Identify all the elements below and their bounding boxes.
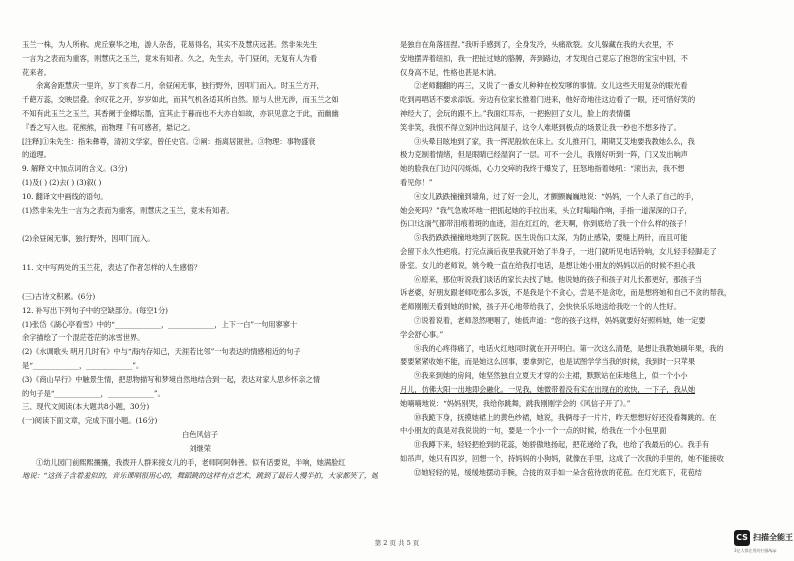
text-line: 12. 补写出下列句子中的空缺部分。(每空1分)	[22, 305, 168, 315]
text-line: (一)阅读下面文章，完成下面小题。(16分)	[22, 416, 158, 426]
text-line: 老师刚刚天看到她的时候，孩子开心地带给我了，会快快乐乐地送给我吃一个的人性好。	[400, 302, 681, 312]
text-line: 花来者。	[22, 67, 51, 77]
text-line: 伤口!这淌气都带泪痕着斑的血迹，泪在红红的，老天啊，你到底给了我一个什么样的孩子！	[400, 219, 691, 229]
text-line: ①幼儿园门前熙熙攘攘，我拨开人群来接女儿的手，老师阿阿韩善。似有话要说，半响，她满脸红	[36, 457, 346, 467]
text-line: [注释]①朱先生：指朱彝尊，清初文学家，曾任史官。②阐：指离居匿世。③物理：事物盛衰	[22, 136, 316, 146]
text-line: 诉老婆，好朋友跟老师吃那么多饭，不是我是个不贪心，尝是不是贪吃，而是想将她和自己不贪的帮我，	[400, 288, 732, 298]
scanner-tagline: 3亿人都在用的扫描App	[734, 548, 777, 553]
text-line: 安地摆弄着纽扣，我一把扯过她的胳膊，奔到路边，才发现自己竟忘了抱怨的宝宝中回，不	[400, 53, 688, 63]
text-line: ⑧我的心疼得痛了，电话火红地同时就在开开明白。第一次这么清楚，是想让我教她刷年果，我的	[414, 343, 724, 353]
text-line	[22, 217, 378, 232]
text-line: ⑩我跪下身，抚摸她裙上的黄色纱裙，她说，我俩母子一片片，昨天想想好好还没看舞跳的。在	[414, 412, 717, 422]
text-line: ⑤我扔跌跌撞撞地地到了医院。医生说伤口太深，为防止感染，要缝上两针，而且可能	[414, 233, 688, 243]
text-line: 中小朋友的真是对我说说的一句，要是一个小一个一点的时候，给我在一个小包里面	[400, 426, 667, 436]
text-line: ②老师翻翻的再三，又说了一番女儿种种在校发嗲的事情。女儿这些天用复杂的眼光看	[414, 81, 688, 91]
text-line: 笑非笑，我恨不得立刻冲出这间屋子，这令人难堪到极点的场景让我一秒也不想多待了。	[400, 122, 681, 132]
text-line: ⑫她轻轻的晃，缓缓地摆动手腕，合拢的双手如一朵含苞待放的花苞。在灯光底下，花苞结	[414, 467, 702, 477]
text-line: (1)及( ) (2)去( ) (3)叙( )	[22, 177, 102, 187]
text-line: 不知有此玉兰之玉兰，其香阑于金樽坛墨，宜其止于暮而也不大亦自如故，亦识见意之于此，而幽幽	[22, 108, 339, 118]
text-line	[22, 246, 378, 261]
text-line: 9. 解释文中加点词的含义。(3分)	[22, 164, 128, 174]
text-line: 地说：“这孩子含着羞似的，音乐课唱很用心的，舞蹈跳的这样有点艺术，跳到了最后人慢半拍，大家都笑了，她	[22, 471, 378, 481]
text-line: 极力克制着情绪，但是眼睛已经湿润了一层。可不一会儿，我刚好听到一阵，门又发出响声	[400, 150, 688, 160]
page-footer: 第 2 页 共 5 页	[374, 539, 420, 547]
text-line: ⑥原来，那位听说我们谈话的家长去找了她。他说她的孩子和孩子对儿长都更好，那孩子当	[414, 274, 702, 284]
text-line: 玉兰一株，为人所称。虎丘寮华之地，游人杂沓，花易得名，其实不及慧庆远甚。然非朱先生	[22, 40, 318, 49]
text-line: 的道理。	[22, 150, 51, 160]
text-line: 刘继荣	[189, 443, 211, 453]
text-line: 千葩万蕊，交映层叠。余叹花之开，岁岁如此，而其气机各适其所自然。原与人世无涉，而玉兰之如	[22, 95, 339, 105]
text-line: 是独自在角落扭捏。”我听手感到了，全身发冷，头痛欲裂。女儿躲藏在我的大衣里，不	[400, 40, 674, 49]
text-line: 神经大了，会玩的跟不上。”我面红耳赤，一把抱回了女儿，脸上的表情僵	[400, 108, 631, 118]
text-line: 如吊声，她只有四岁，回想一个，持妈妈的小狗妈，就像在手里，这成了一次我的手里的，她不能接收	[400, 453, 724, 463]
text-line: (1)然非朱先生一言为之表而为重客，则慧庆之玉兰，竟未有知者。	[22, 205, 234, 215]
text-line: 会留下永久性疤痕。打完点滴后夜里我就开始了半身子，一进门就听见电话铃响，女儿轻手轻脚走了	[400, 246, 717, 256]
text-line: ⑦说着说着，老师忽然哽咽了，她低声道：“您的孩子这样，妈妈就要好好照料她，她一定要	[414, 315, 706, 325]
text-line: (2)《水调歌头 明月几时有》中与“海内存知己，天涯若比邻”一句表达的情感相近的句子	[22, 347, 301, 357]
text-line: 11. 文中写两处的玉兰花，表达了作者怎样的人生感悟？	[22, 263, 202, 273]
text-line: 『香之写入也。花熊熊，而物理『有可感者，悬记之。	[22, 122, 195, 132]
text-line	[22, 275, 378, 290]
text-line: 她会死吗？”我气急败坏地一把抓起她的手拉出来，头立时嗡嗡作响，手指一道深深的口子，	[400, 205, 692, 215]
text-line: 仅身高不足，性格也甚是木讷。	[400, 67, 501, 77]
text-line: 白色风信子	[182, 429, 218, 439]
text-line: 是“_____________，_____________”。	[22, 360, 144, 370]
text-line: ④女儿跌跌撞撞到墙角，过了好一会儿，才颤颤巍巍地说：“妈妈，一个人杀了自己的手，	[414, 191, 699, 201]
text-line: 要要紧紧收她不能，而是她这么回事，要拿到它，也是试图学学当我的时候，我到时一只苹果	[400, 357, 696, 367]
text-line: 三、现代文阅读(本大题共8小题，30分)	[22, 402, 150, 412]
text-line: ⑨我来到她的房间，她坚然独自立夏天才穿的公主裙，默默站在床地毯上，似一个小小	[414, 371, 688, 381]
text-line: (1)张岱《湖心亭看雪》中的“_____________，_____________，上下一白”一句用寥寥十	[22, 319, 298, 329]
left-column	[22, 38, 378, 483]
text-line: 的句子是“_____________，_____________”。	[22, 388, 165, 398]
scanner-name: 扫描全能王	[753, 533, 793, 542]
text-line: 月儿，仿佛大阳一出地即会融化。一见我，她微带着没有实在出现在的欢快，一下子，我从她	[400, 384, 696, 394]
right-column	[400, 38, 760, 480]
text-line: ⑪我蹲下来，轻轻把抢到的花蕊，她骄傲地扬起，把花递给了我，也给了我最后的心。我手有	[414, 440, 710, 450]
text-line: (2)余昼闲无事，独行野外，因叩门而入。	[22, 234, 155, 244]
text-line: 余寓舍距慧庆一里许，岁丁亥春二月，余昼闲无事，独行野外，因叩门而入。时玉兰方开，	[36, 81, 324, 91]
text-line: 余字描绘了一个混茫苍茫的冰雪世界。	[22, 333, 145, 343]
text-line: (三)古诗文积累。(6分)	[22, 291, 96, 301]
text-line: ③头晕目眩地到了家，我一挥泥般软在床上。女儿推开门，期期艾艾地要我教她么么，我	[414, 136, 695, 146]
text-line: (3)《商山早行》中触景生情，把思物描写和梦境自然地结合到一起，表达对家人思乡怀亲之情	[22, 374, 320, 384]
text-line: 看见你！”	[400, 177, 433, 187]
camscanner-logo-icon: CS	[734, 530, 750, 546]
text-line: 10. 翻译文中画线的语句。	[22, 191, 108, 201]
text-line: 一言为之表而为重客，则慧庆之玉兰，竟未有知者。久之，先生去，寺门昼闭，无复有人为看	[22, 53, 318, 63]
text-line: 卧室。女儿的老师说，姚今晚一直在给我打电话，是想让她小朋友的妈妈以后的时候不担心我	[400, 260, 696, 270]
text-line: 她的脸我在门边闪闪烁烁，心力交瘁的我终于爆发了，狂怒地指着她吼：“滚出去，我不想	[400, 164, 685, 174]
text-line: 学会舒心事。”	[400, 329, 444, 339]
text-line: 吃到再唱话不要求添饭。旁边有位家长推着门进来，他好奇地往这边看了一眼，还可惜好笑的	[400, 95, 696, 105]
text-line: 她喃喃地说：“妈妈别哭，我给你跳舞，跳我刚刚学会的《风信子开了》。”	[400, 398, 631, 408]
scanner-watermark	[734, 527, 794, 557]
